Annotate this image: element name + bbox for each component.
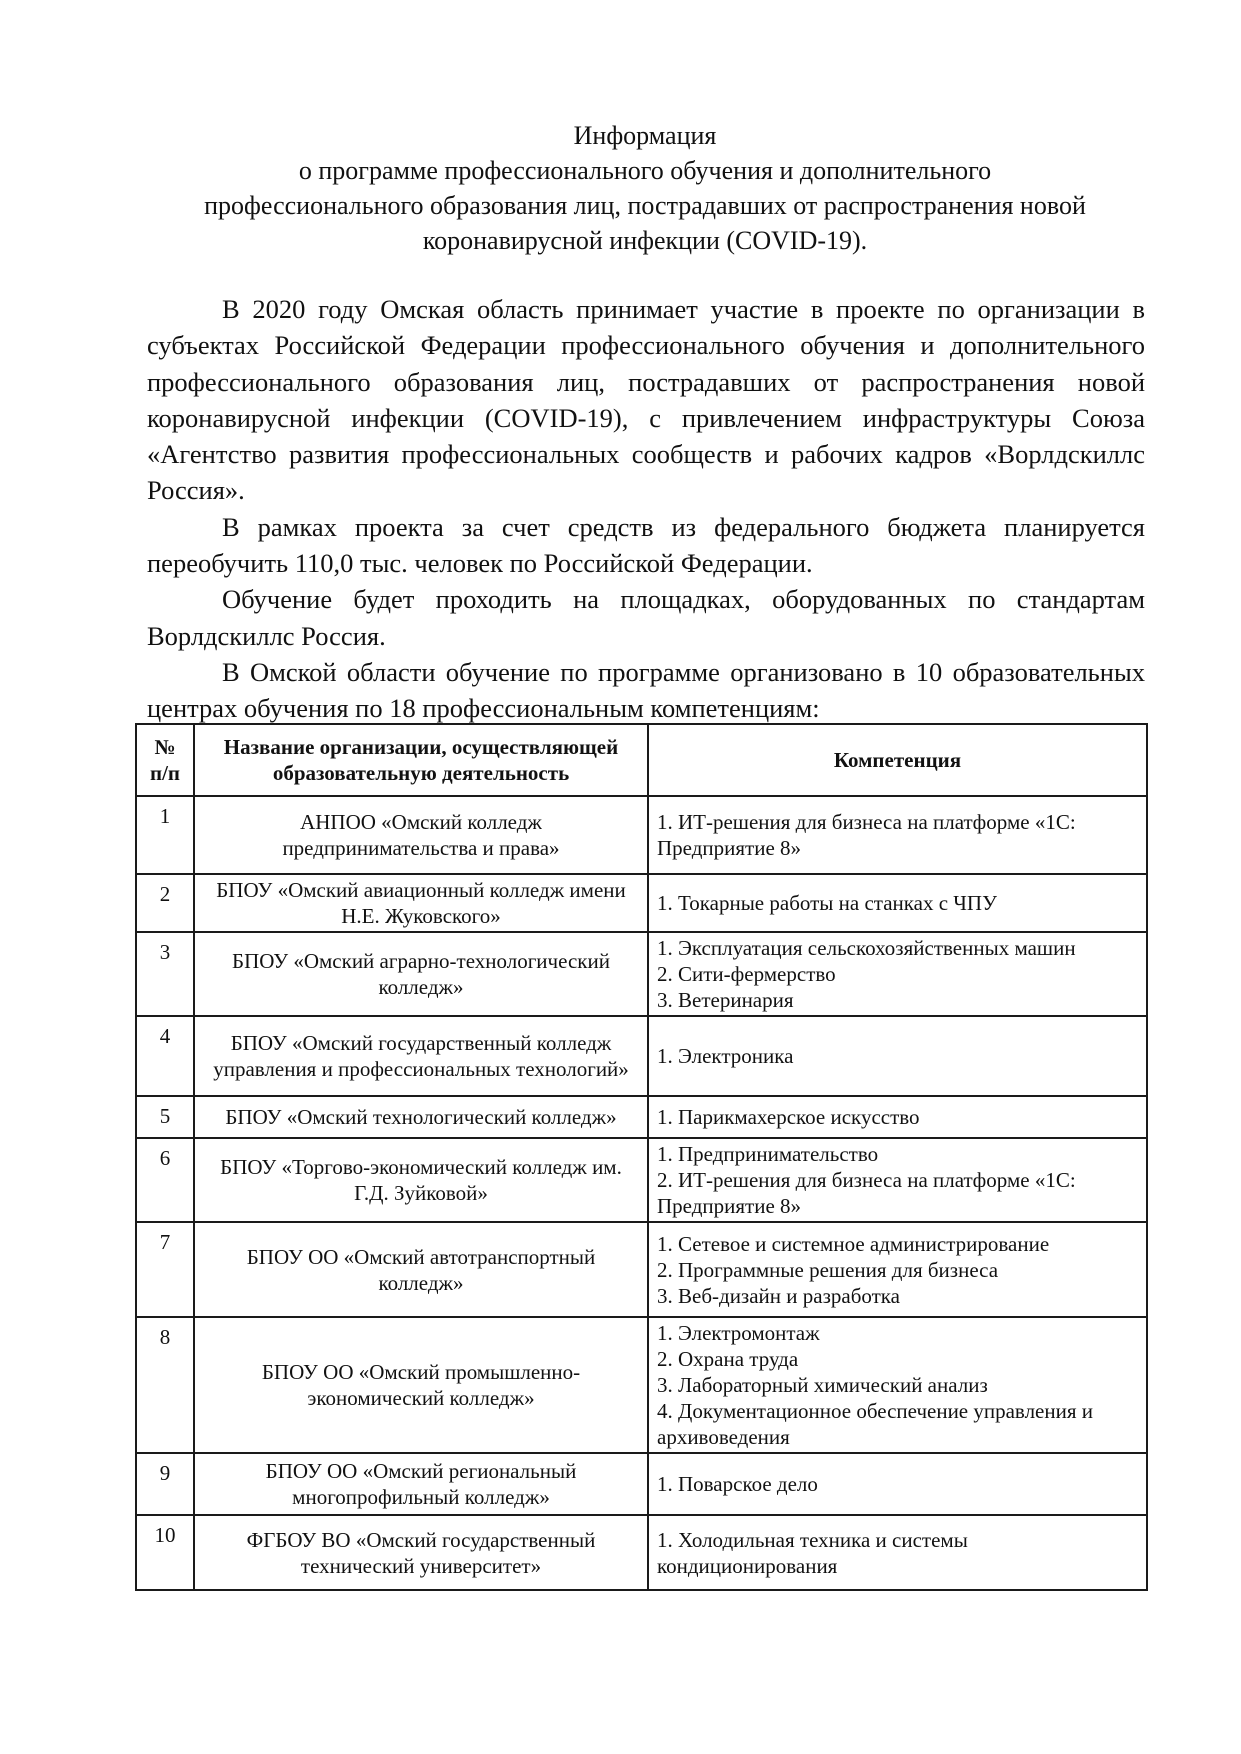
title-line-2: о программе профессионального обучения и дополнительного [298,156,992,185]
header-comp: Компетенция [648,724,1147,796]
title-line-3: профессионального образования лиц, пострадавших от распространения новой [204,191,1086,220]
competencies-cell [648,1096,1147,1138]
table-row [136,932,1147,1016]
organizations-table [135,723,1148,1591]
organization-name: БПОУ «Омский аграрно-технологический колледж» [194,932,648,1016]
competency-item: 2. ИТ-решения для бизнеса на платформе «1С: Предприятие 8» [657,1168,1076,1218]
competency-item: 1. Сетевое и системное администрирование [657,1231,1050,1256]
header-num: № п/п [136,724,194,796]
table-row [136,874,1147,932]
row-number: 4 [136,1016,194,1096]
competency-item: 1. ИТ-решения для бизнеса на платформе «1С: Предприятие 8» [657,810,1076,860]
table-row [136,796,1147,874]
competencies-cell [648,1222,1147,1317]
row-number: 7 [136,1222,194,1317]
competency-item: 3. Лабораторный химический анализ [657,1373,988,1397]
organization-name: БПОУ ОО «Омский автотранспортный колледж» [194,1222,648,1317]
competency-item: 3. Веб-дизайн и разработка [657,1283,900,1308]
organization-name: БПОУ ОО «Омский региональный многопрофильный колледж» [194,1453,648,1515]
organization-name: ФГБОУ ВО «Омский государственный технический университет» [194,1515,648,1590]
table-row [136,1016,1147,1096]
paragraph-4: В Омской области обучение по программе организовано в 10 образовательных центрах обучения по 18 профессиональным компетенциям: [147,656,1145,724]
organization-name: БПОУ ОО «Омский промышленно-экономический колледж» [194,1317,648,1453]
competency-item: 3. Ветеринария [657,988,794,1012]
row-number: 8 [136,1317,194,1453]
competency-item: 1. Парикмахерское искусство [657,1105,920,1129]
organization-name: БПОУ «Омский авиационный колледж имени Н.Е. Жуковского» [194,874,648,932]
row-number: 3 [136,932,194,1016]
document-body [147,291,1145,727]
competency-item: 1. Электроника [657,1044,794,1068]
competencies-cell [648,1453,1147,1515]
competency-item: 1. Поварское дело [657,1472,818,1496]
competencies-cell [648,874,1147,932]
title-line-4: коронавирусной инфекции (COVID-19). [422,226,868,255]
row-number: 10 [136,1515,194,1590]
competency-item: 1. Эксплуатация сельскохозяйственных машин [657,936,1076,960]
competencies-cell [648,1016,1147,1096]
paragraph-3: Обучение будет проходить на площадках, оборудованных по стандартам Ворлдскиллс Россия. [147,584,1145,651]
table-row [136,1096,1147,1138]
row-number: 2 [136,874,194,932]
table-row [136,1317,1147,1453]
row-number: 1 [136,796,194,874]
table-row [136,1138,1147,1222]
competencies-cell [648,932,1147,1016]
organization-name: АНПОО «Омский колледж предпринимательства и права» [194,796,648,874]
competencies-cell [648,1515,1147,1590]
document-title [130,118,1160,258]
paragraph-2: В рамках проекта за счет средств из федерального бюджета планируется переобучить 110,0 тыс. человек по Российской Федерации. [147,511,1145,579]
header-org: Название организации, осуществляющей образовательную деятельность [194,724,648,796]
competency-item: 1. Токарные работы на станках с ЧПУ [657,891,997,915]
organization-name: БПОУ «Омский технологический колледж» [194,1096,648,1138]
table-header-row [136,724,1147,796]
paragraph-1: В 2020 году Омская область принимает участие в проекте по организации в субъектах Российской Федерации профессионального обучения и дополнительного профессионального образования лиц, пострадавших от распространения новой коронавирусной инфекции (COVID-19), с привлечением инфраструктуры Союза «Агентство развития профессиональных сообществ и рабочих кадров «Ворлдскиллс Россия». [147,294,1145,506]
organization-name: БПОУ «Омский государственный колледж управления и профессиональных технологий» [194,1016,648,1096]
table-row [136,1515,1147,1590]
competencies-cell [648,1138,1147,1222]
competency-item: 2. Сити-фермерство [657,962,836,986]
competencies-cell [648,796,1147,874]
table-row [136,1222,1147,1317]
row-number: 6 [136,1138,194,1222]
organization-name: БПОУ «Торгово-экономический колледж им. Г.Д. Зуйковой» [194,1138,648,1222]
competency-item: 1. Предпринимательство [657,1142,879,1166]
competencies-cell [648,1317,1147,1453]
competency-item: 4. Документационное обеспечение управления и архивоведения [657,1399,1093,1449]
competency-item: 1. Холодильная техника и системы кондиционирования [657,1527,968,1578]
table-body [136,796,1147,1590]
competency-item: 1. Электромонтаж [657,1321,820,1345]
title-line-1: Информация [573,121,717,150]
competency-item: 2. Охрана труда [657,1347,799,1371]
table-row [136,1453,1147,1515]
competency-item: 2. Программные решения для бизнеса [657,1257,999,1282]
row-number: 5 [136,1096,194,1138]
row-number: 9 [136,1453,194,1515]
